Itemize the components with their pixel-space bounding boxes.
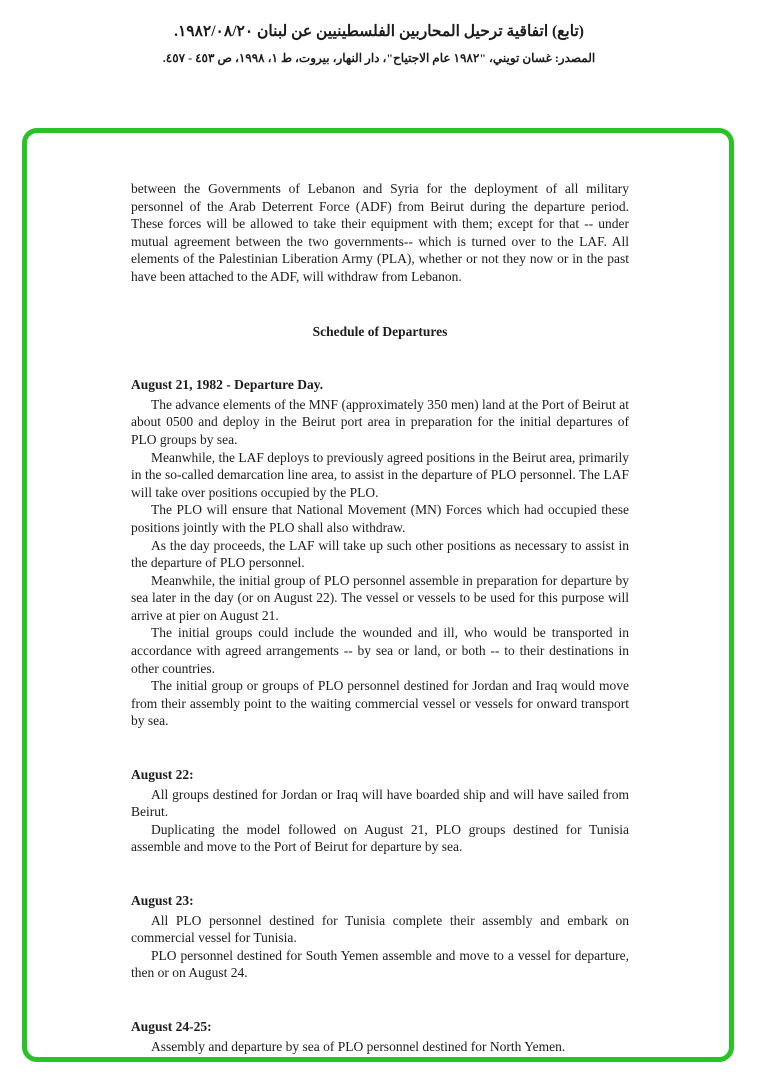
paragraph: PLO personnel destined for South Yemen assemble and move to a vessel for departure, then or on August 24. xyxy=(131,947,629,981)
paragraph: Meanwhile, the initial group of PLO personnel assemble in preparation for departure by sea later in the day (or on August 22). The vessel or vessels to be used for this purpose will arrive at pier on August 21. xyxy=(131,572,629,623)
paragraph: As the day proceeds, the LAF will take up such other positions as necessary to assist in the departure of PLO personnel. xyxy=(131,537,629,571)
section-heading-august-23: August 23: xyxy=(131,893,194,908)
arabic-header xyxy=(0,0,758,66)
paragraph: The initial group or groups of PLO personnel destined for Jordan and Iraq would move from their assembly point to the waiting commercial vessel or vessels for onward transport by sea. xyxy=(131,678,629,729)
section-heading-august-21: August 21, 1982 - Departure Day. xyxy=(131,377,324,393)
paragraph: All PLO personnel destined for Tunisia complete their assembly and embark on commercial vessel for Tunisia. xyxy=(131,912,629,946)
paragraph: Duplicating the model followed on August 21, PLO groups destined for Tunisia assemble and move to the Port of Beirut for departure by sea. xyxy=(131,821,629,855)
section-heading-august-22: August 22: xyxy=(131,767,194,783)
paragraph: The advance elements of the MNF (approximately 350 men) land at the Port of Beirut at about 0500 and deploy in the Beirut port area in preparation for the initial departures of PLO groups by sea. xyxy=(131,396,629,447)
section-heading-august-24-25: August 24-25: xyxy=(131,1018,212,1034)
section-title: Schedule of Departures xyxy=(312,323,448,339)
paragraph: Meanwhile, the LAF deploys to previously agreed positions in the Beirut area, primarily in the so-called demarcation line area, to assist in the departure of PLO personnel. The LAF will take over positions occupied by the PLO. xyxy=(131,449,629,500)
paragraph: Assembly and departure by sea of PLO personnel destined for North Yemen. xyxy=(151,1038,566,1054)
intro-paragraph: between the Governments of Lebanon and Syria for the deployment of all military personnel of the Arab Deterrent Force (ADF) from Beirut during the departure period. These forces will be allowed to take their equipment with them; except for that -- under mutual agreement between the two governments-- which is turned over to the LAF. All elements of the Palestinian Liberation Army (PLA), whether or not they now or in the past have been attached to the ADF, will withdraw from Lebanon. xyxy=(131,181,629,284)
paragraph: The initial groups could include the wounded and ill, who would be transported in accordance with agreed arrangements -- by sea or land, or both -- to their destinations in other countries. xyxy=(131,625,629,676)
paragraph: All groups destined for Jordan or Iraq will have boarded ship and will have sailed from Beirut. xyxy=(131,786,629,820)
document-content xyxy=(27,133,729,1055)
paragraph: The PLO will ensure that National Movement (MN) Forces which had occupied these positions jointly with the PLO shall also withdraw. xyxy=(131,502,629,535)
arabic-source-line: المصدر: غسان تويني، "١٩٨٢ عام الاجتياح"، دار النهار، بيروت، ط ١، ١٩٩٨، ص ٤٥٣ - ٤٥٧. xyxy=(162,51,596,65)
document-frame xyxy=(22,128,734,1062)
arabic-title: (تابع) اتفاقية ترحيل المحاربين الفلسطينيين عن لبنان ١٩٨٢/٠٨/٢٠. xyxy=(174,23,584,40)
